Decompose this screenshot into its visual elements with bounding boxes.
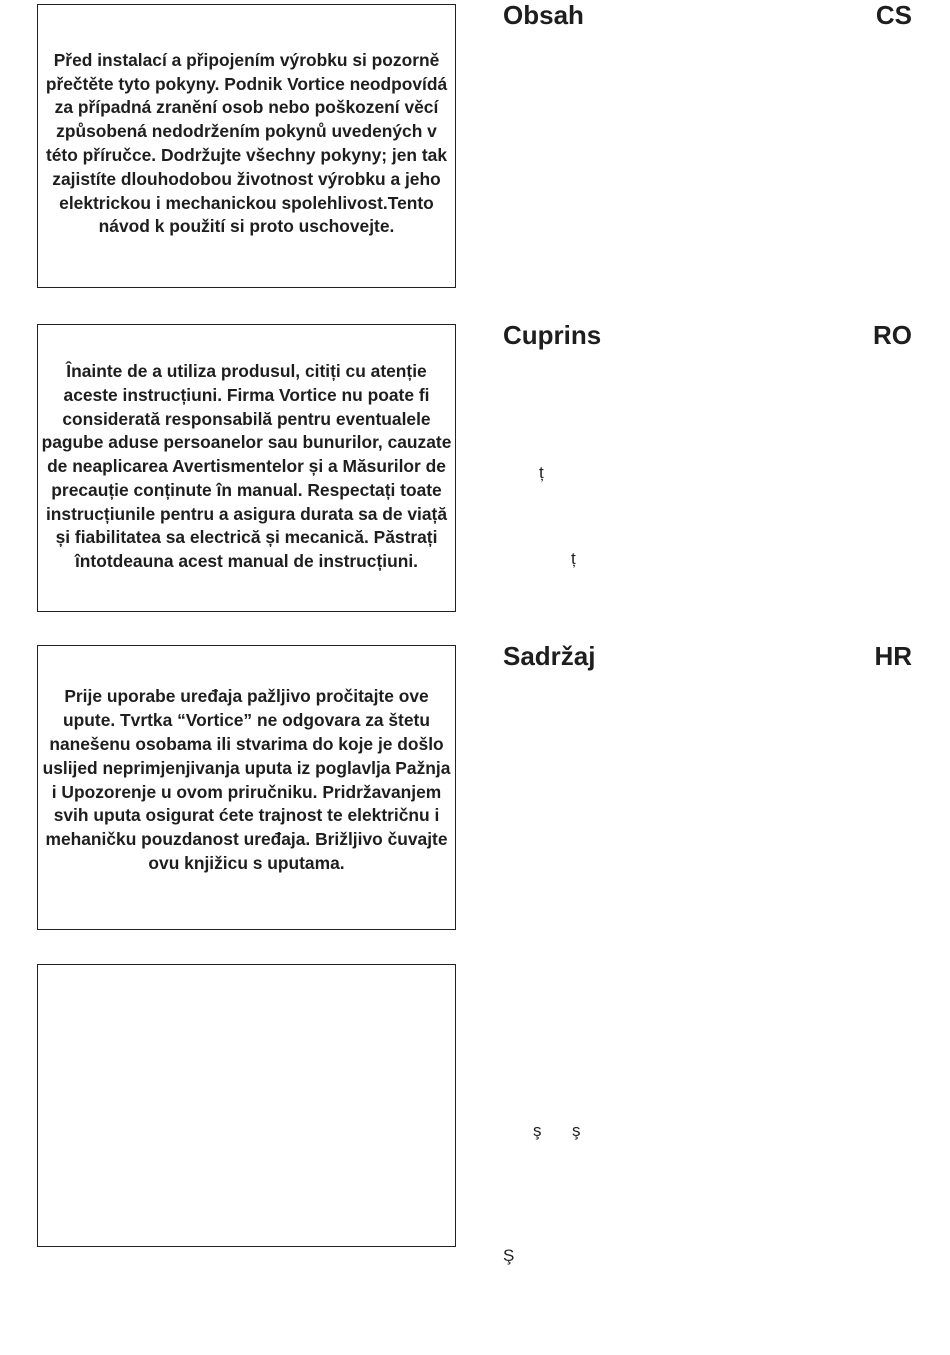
notice-box-hr: [37, 645, 456, 930]
stray-glyph: ş: [533, 1121, 542, 1140]
section-lang-hr: HR: [874, 641, 912, 671]
stray-glyph: ş: [572, 1121, 581, 1140]
notice-box-cs: [37, 4, 456, 288]
section-title-ro: Cuprins: [503, 320, 602, 350]
notice-text-ro: Înainte de a utiliza produsul, citiți cu atenție aceste instrucțiuni. Firma Vortice nu poate fi considerată responsabilă pentru eventualele pagube aduse persoanelor sau bunurilor, cauzate de neaplicarea Avertismentelor și a Măsurilor de precauție conținute în manual. Respectați toate instrucțiunile pentru a asigura durata sa de viață și fiabilitatea sa electrică și mecanică. Păstrați întotdeauna acest manual de instrucțiuni.: [41, 360, 452, 572]
section-header-cs: [503, 0, 912, 34]
stray-glyph: ț: [539, 463, 544, 482]
notice-box-empty: [37, 964, 456, 1247]
section-title-hr: Sadržaj: [503, 641, 596, 671]
notice-text-hr: Prije uporabe uređaja pažljivo pročitajte ove upute. Tvrtka “Vortice” ne odgovara za štetu nanešenu osobama ili stvarima do koje je došlo uslijed neprimjenjivanja uputa iz poglavlja Pažnja i Upozorenje u ovom priručniku. Pridržavanjem svih uputa osigurat ćete trajnost te električnu i mehaničku pouzdanost uređaja. Brižljivo čuvajte ovu knjižicu s uputama.: [42, 686, 451, 873]
section-title-cs: Obsah: [503, 0, 584, 30]
notice-text-cs: Před instalací a připojením výrobku si pozorně přečtěte tyto pokyny. Podnik Vortice neodpovídá za případná zranění osob nebo poškození věcí způsobená nedodržením pokynů uvedených v této příručce. Dodržujte všechny pokyny; jen tak zajistíte dlouhodobou životnost výrobku a jeho elektrickou i mechanickou spolehlivost.Tento návod k použití si proto uschovejte.: [45, 49, 448, 237]
stray-glyph: ț: [571, 549, 576, 568]
section-lang-ro: RO: [873, 320, 912, 350]
section-header-ro: [503, 320, 912, 354]
section-header-hr: [503, 641, 912, 675]
stray-glyph: Ş: [503, 1246, 515, 1265]
section-lang-cs: CS: [875, 0, 912, 30]
notice-box-ro: [37, 324, 456, 612]
